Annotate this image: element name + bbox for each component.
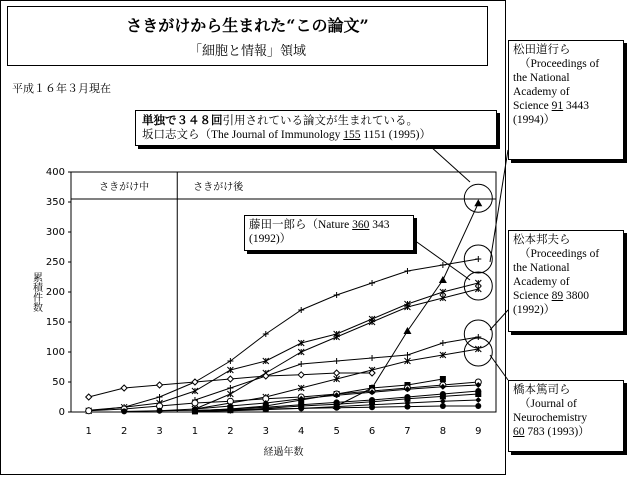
x-tick-label: 5 [333,426,340,437]
leader-line [414,240,470,280]
callout-pages: 343 [369,219,390,231]
y-tick-label: 350 [45,197,65,208]
callout-journal: the National [513,262,570,274]
callout-volume: 91 [551,100,564,112]
data-point [298,307,304,313]
as-of-date: 平成１６年３月現在 [12,82,111,95]
data-point [369,355,375,361]
x-tick-label: 6 [368,426,376,437]
data-point [334,370,340,376]
y-tick-label: 400 [45,167,65,178]
data-point [157,382,163,388]
data-point [475,286,481,292]
data-point [403,327,411,334]
data-point [227,376,233,382]
callout-volume: 60 [513,426,525,438]
callout-pages: 3443 [563,100,590,112]
data-point [298,385,304,391]
page-title: さきがけから生まれた“この論文” [126,16,369,35]
callout-journal: （Journal of [519,398,577,410]
data-point [192,400,198,406]
highlight-circle-sakaguchi [464,184,492,212]
data-point [475,403,481,409]
callout-authors: 橋本篤司ら [513,384,571,396]
callout-pages: 1151 (1995)） [360,129,431,141]
data-point [475,280,481,286]
y-tick-label: 150 [45,317,65,328]
data-point [334,405,340,411]
data-point [86,408,92,414]
series-line-2 [89,259,479,410]
callout-journal: Academy of [513,86,570,98]
callout-journal: Science [513,100,552,112]
callout-year: (1992)） [513,304,556,316]
series-line-4 [89,283,479,411]
x-tick-label: 7 [404,426,411,437]
callout-authors: 松田道行ら [513,44,571,56]
data-point [404,404,410,410]
leader-line [430,146,470,182]
data-point [404,301,410,307]
data-point [334,292,340,298]
callout-volume: 155 [343,129,361,141]
data-point [263,358,269,364]
callout-journal: （Proceedings of [519,248,600,260]
y-tick-label: 200 [45,287,65,298]
data-point [227,367,233,373]
plot-area [71,172,496,412]
callout-pages: 783 (1993)） [524,426,590,438]
x-tick-label: 1 [191,426,199,437]
leader-line [490,355,508,380]
callout-journal: Science [513,290,552,302]
callout-highlight: 単独で３４８回 [142,113,223,127]
data-point [263,406,269,412]
data-point [439,276,447,283]
x-tick-label: 4 [298,426,305,437]
callout-volume: 89 [551,290,564,302]
callout-journal: （Proceedings of [519,58,600,70]
callout-journal: Academy of [513,276,570,288]
data-point [334,358,340,364]
y-axis-title: 累積件数 [30,272,42,312]
data-point [475,391,481,397]
y-tick-label: 100 [45,347,65,358]
x-tick-label: 1 [85,426,92,437]
callout-volume: 360 [352,219,370,231]
callout-year: (1994)） [513,114,556,126]
x-tick-label: 9 [475,426,482,437]
callout-journal: the National [513,72,570,84]
y-tick-label: 0 [58,407,65,418]
data-point [86,394,92,400]
data-point [192,388,198,394]
data-point [227,385,233,391]
x-tick-label: 3 [156,426,163,437]
data-point [474,199,482,206]
data-point [121,385,127,391]
callout-text: 引用されている論文が生まれている。 [222,115,418,127]
data-point [192,379,198,385]
leader-line [490,310,508,330]
data-point [369,280,375,286]
data-point [192,407,198,413]
data-point [440,289,446,295]
callout-journal: Neurochemistry [513,412,588,424]
data-point [298,361,304,367]
callout-sakaguchi [135,110,497,146]
data-point [157,394,163,400]
x-axis-title: 経過年数 [263,447,304,458]
data-point [404,352,410,358]
data-point [298,340,304,346]
x-tick-label: 2 [227,426,234,437]
callout-matsumoto [508,230,624,332]
callout-hashimoto [508,380,624,452]
data-point [475,334,481,340]
y-tick-label: 250 [45,257,65,268]
callout-fujita [244,215,414,251]
data-point [334,376,340,382]
data-point [440,340,446,346]
data-point [298,349,304,355]
data-point [440,295,446,301]
data-point [475,256,481,262]
callout-authors: 坂口志文ら（The Journal of Immunology [142,129,344,141]
data-point [298,372,304,378]
callout-authors: 松本邦夫ら [513,234,571,246]
data-point [298,405,304,411]
callout-matsuda [508,40,624,160]
callout-year: (1992)） [249,233,292,245]
y-tick-label: 300 [45,227,65,238]
data-point [334,331,340,337]
data-point [369,404,375,410]
data-point [440,403,446,409]
x-tick-label: 3 [262,426,269,437]
data-point [440,376,446,382]
data-point [475,397,481,403]
data-point [227,391,233,397]
data-point [227,407,233,413]
callout-pages: 3800 [563,290,590,302]
x-tick-label: 2 [120,426,128,437]
callout-authors: 藤田一郎ら（Nature [249,219,353,231]
data-point [121,408,127,414]
phase-label-during: さきがけ中 [99,182,150,193]
page-subtitle: 「細胞と情報」領域 [188,44,306,59]
data-point [440,262,446,268]
phase-label-after: さきがけ後 [193,182,244,193]
leader-line [490,150,508,262]
data-point [369,316,375,322]
x-tick-label: 8 [439,426,447,437]
y-tick-label: 50 [52,377,65,388]
data-point [157,408,163,414]
data-point [404,268,410,274]
